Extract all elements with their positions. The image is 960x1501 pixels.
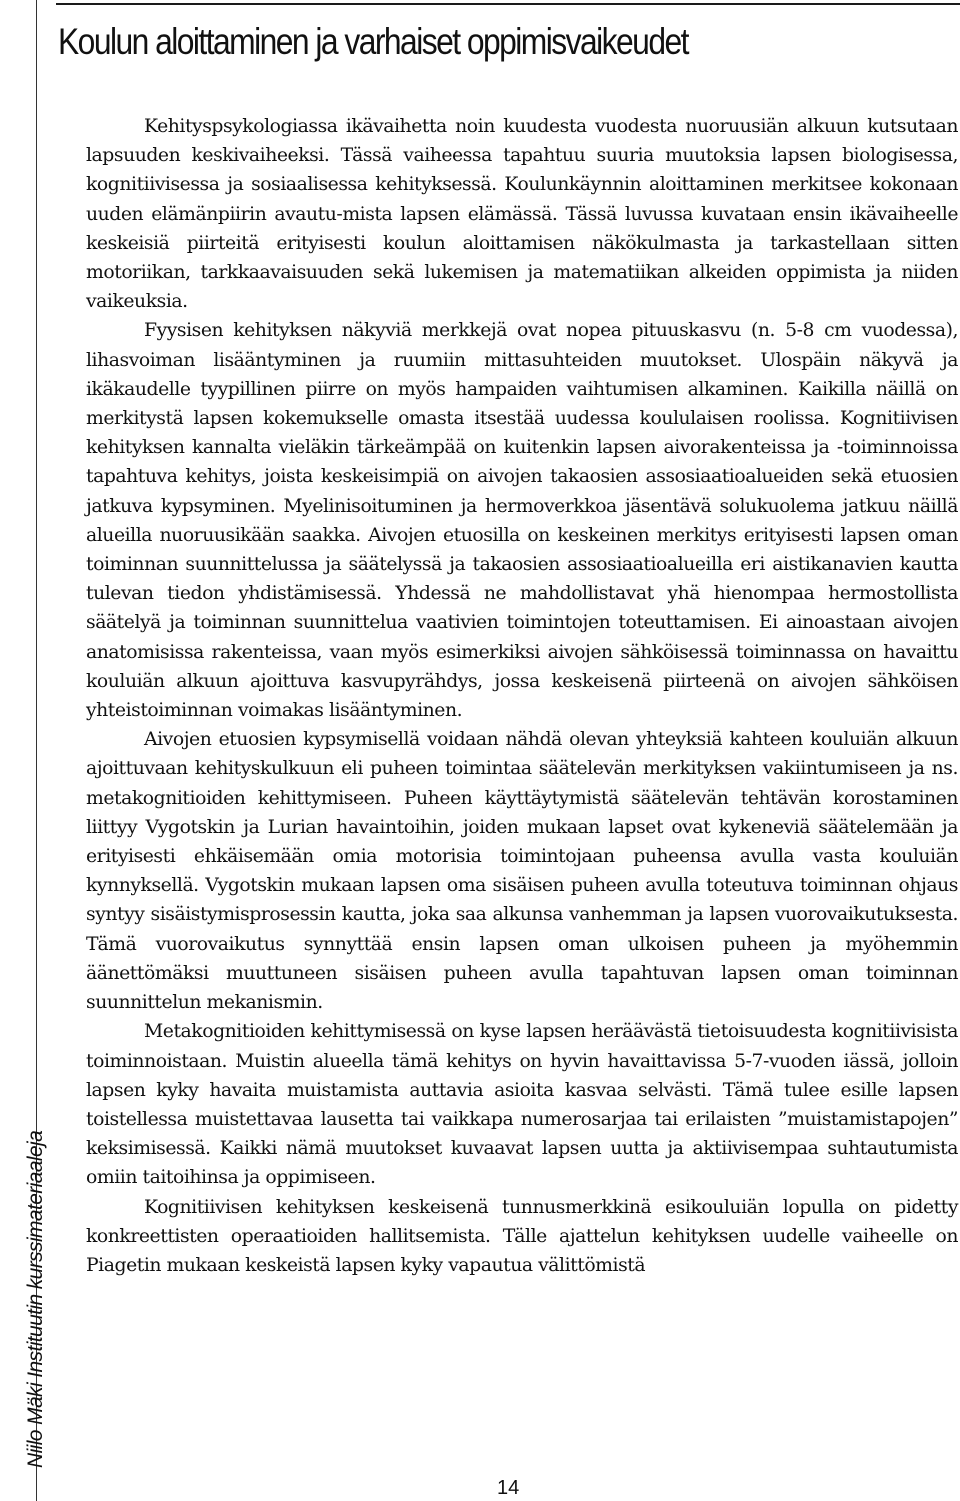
page-title: Koulun aloittaminen ja varhaiset oppimisvaikeudet xyxy=(58,21,688,62)
paragraph-3: Aivojen etuosien kypsymisellä voidaan nähdä olevan yhteyksiä kahteen kouluiän alkuun ajoittuvaan kehityskulkuun eli puheen toimintaa säätelevän merkityksen vakiintumiseen ja ns. metakognitioiden kehittymiseen. Puheen käyttäytymistä säätelevän tehtävän korostaminen liittyy Vygotskin ja Lurian havaintoihin, joiden mukaan lapset ovat kykeneviä säätelemään ja erityisesti ehkäisemään omia motorisia toimintojaan puheensa avulla vasta kouluiän kynnyksellä. Vygotskin mukaan lapsen oma sisäisen puheen avulla toteutuva toiminnan ohjaus syntyy sisäistymisprosessin kautta, joka saa alkunsa vanhemman ja lapsen vuorovaikutuksesta. Tämä vuorovaikutus synnyttää ensin lapsen oman ulkoisen puheen ja myöhemmin äänettömäksi muuttuneen sisäisen puheen avulla tapahtuvan lapsen oman toiminnan suunnittelun mekanismin. xyxy=(86,729,958,1014)
body-text xyxy=(86,112,958,1280)
sidebar-label: Niilo Mäki Instituutin kurssimateriaaleja xyxy=(24,1130,47,1468)
paragraph-1: Kehityspsykologiassa ikävaihetta noin kuudesta vuodesta nuoruusiän alkuun kutsutaan lapsuuden keskivaiheeksi. Tässä vaiheessa tapahtuu suuria muutoksia lapsen biologisessa, kognitiivisessa ja sosiaalisessa kehityksessä. Koulunkäynnin aloittaminen merkitsee kokonaan uuden elämänpiirin avautu-mista lapsen elämässä. Tässä luvussa kuvataan ensin ikävaiheelle keskeisiä piirteitä erityisesti koulun aloittamisen näkökulmasta ja tarkastellaan sitten motoriikan, tarkkaavaisuuden sekä lukemisen ja matematiikan alkeiden oppimista ja niiden vaikeuksia. xyxy=(86,116,958,313)
paragraph-2: Fyysisen kehityksen näkyviä merkkejä ovat nopea pituuskasvu (n. 5-8 cm vuodessa), lihasvoiman lisääntyminen ja ruumiin mittasuhteiden muutokset. Ulospäin näkyvä ja ikäkaudelle tyypillinen piirre on myös hampaiden vaihtumisen alkaminen. Kaikilla näillä on merkitystä lapsen kokemukselle omasta itsestää uudessa koululaisen roolissa. Kognitiivisen kehityksen kannalta vieläkin tärkeämpää on kuitenkin lapsen aivorakenteissa ja -toiminnoissa tapahtuva kehitys, joista keskeisimpiä on aivojen takaosien assosiaatioalueiden sekä etuosien jatkuva kypsyminen. Myelinisoituminen ja hermoverkkoa jäsentävä solukuolema jatkuu näillä alueilla nuoruusikään saakka. Aivojen etuosilla on keskeinen merkitys erityisesti lapsen oman toiminnan suunnittelussa ja säätelyssä ja takaosien assosiaatioalueilla eri aistikanavien kautta tulevan tiedon yhdistämisessä. Yhdessä ne mahdollistavat yhä hienompaa hermostollista säätelyä ja toiminnan suunnittelua vaativien toimintojen toteuttamisen. Ei ainoastaan aivojen anatomisissa rakenteissa, vaan myös esimerkiksi aivojen sähköisessä toiminnassa on havaittu kouluiän alkuun ajoittuva kasvupyrähdys, jossa keskeisenä piirteenä on aivojen sähköisen yhteistoiminnan voimakas lisääntyminen. xyxy=(86,320,958,722)
page-number: 14 xyxy=(497,1477,520,1499)
paragraph-4: Metakognitioiden kehittymisessä on kyse lapsen heräävästä tietoisuudesta kognitiivisista toiminnoistaan. Muistin alueella tämä kehitys on hyvin havaittavissa 5-7-vuoden iässä, jolloin lapsen kyky havaita muistamista auttavia asioita kasvaa selvästi. Tämä tulee esille lapsen toistellessa muistettavaa lausetta tai vaikkapa numerosarjaa tai erilaisten ”muistamistapojen” keksimisessä. Kaikki nämä muutokset kuvaavat lapsen uutta ja aktiivisempaa suhtautumista omiin taitoihinsa ja oppimiseen. xyxy=(86,1021,958,1189)
header-rule xyxy=(56,3,960,5)
paragraph-5: Kognitiivisen kehityksen keskeisenä tunnusmerkkinä esikouluiän lopulla on pidetty konkreettisten operaatioiden hallitsemista. Tälle ajattelun kehityksen uudelle vaiheelle on Piagetin mukaan keskeistä lapsen kyky vapautua välittömistä xyxy=(86,1196,958,1276)
